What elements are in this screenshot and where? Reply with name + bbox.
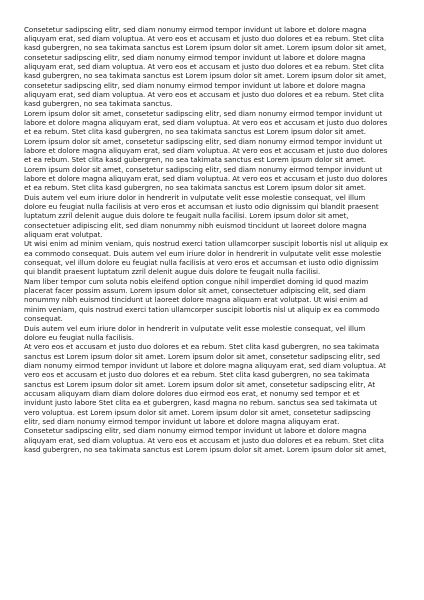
text-line: sanctus est Lorem ipsum dolor sit amet. Lorem ipsum dolor sit amet, consetetur sadipscing elitr, At <box>24 379 376 389</box>
text-line: kasd gubergren, no sea takimata sanctus est Lorem ipsum dolor sit amet. Lorem ipsum dolor sit amet, <box>24 444 387 454</box>
text-line: accusam aliquyam diam diam dolore dolores duo eirmod eos erat, et nonumy sed tempor et et <box>24 388 360 398</box>
text-line: labore et dolore magna aliquyam erat, sed diam voluptua. At vero eos et accusam et justo duo dolores <box>24 145 388 155</box>
text-line: kasd gubergren, no sea takimata sanctus. <box>24 99 173 109</box>
text-line: Nam liber tempor cum soluta nobis eleifend option congue nihil imperdiet doming id quod mazim <box>24 276 369 286</box>
text-line: dolore eu feugiat nulla facilisis. <box>24 332 134 342</box>
text-line: consequat. <box>24 314 63 324</box>
text-line: placerat facer possim assum. Lorem ipsum dolor sit amet, consectetuer adipiscing elit, sed diam <box>24 286 366 296</box>
text-line: kasd gubergren, no sea takimata sanctus est Lorem ipsum dolor sit amet. Lorem ipsum dolor sit amet, <box>24 71 387 81</box>
text-line: luptatum zzril delenit augue duis dolore te feugait nulla facilisi. Lorem ipsum dolor sit amet, <box>24 211 349 221</box>
body-text <box>24 25 400 455</box>
text-line: diam nonumy eirmod tempor invidunt ut labore et dolore magna aliquyam erat, sed diam voluptua. At <box>24 360 386 370</box>
text-line: Lorem ipsum dolor sit amet, consetetur sadipscing elitr, sed diam nonumy eirmod tempor invidunt ut <box>24 164 383 174</box>
text-line: et ea rebum. Stet clita kasd gubergren, no sea takimata sanctus est Lorem ipsum dolor sit amet. <box>24 127 366 137</box>
text-line: Ut wisi enim ad minim veniam, quis nostrud exerci tation ullamcorper suscipit lobortis nisl ut aliquip ex <box>24 239 389 249</box>
text-line: Lorem ipsum dolor sit amet, consetetur sadipscing elitr, sed diam nonumy eirmod tempor invidunt ut <box>24 108 383 118</box>
text-line: elitr, sed diam nonumy eirmod tempor invidunt ut labore et dolore magna aliquyam erat. <box>24 416 340 426</box>
text-line: Duis autem vel eum iriure dolor in hendrerit in vulputate velit esse molestie consequat, vel illum <box>24 192 366 202</box>
text-line: labore et dolore magna aliquyam erat, sed diam voluptua. At vero eos et accusam et justo duo dolores <box>24 117 388 127</box>
text-line: consequat, vel illum dolore eu feugiat nulla facilisis at vero eros et accumsan et iusto odio dignissim <box>24 258 379 268</box>
text-line: consetetur sadipscing elitr, sed diam nonumy eirmod tempor invidunt ut labore et dolore magna <box>24 52 366 62</box>
text-line: minim veniam, quis nostrud exerci tation ullamcorper suscipit lobortis nisl ut aliquip ex ea commodo <box>24 304 380 314</box>
text-line: Duis autem vel eum iriure dolor in hendrerit in vulputate velit esse molestie consequat, vel illum <box>24 323 366 333</box>
text-line: consectetuer adipiscing elit, sed diam nonummy nibh euismod tincidunt ut laoreet dolore magna <box>24 220 367 230</box>
text-line: vero eos et accusam et justo duo dolores et ea rebum. Stet clita kasd gubergren, no sea takimata <box>24 370 370 380</box>
text-line: kasd gubergren, no sea takimata sanctus est Lorem ipsum dolor sit amet. Lorem ipsum dolor sit amet, <box>24 43 387 53</box>
text-line: aliquyam erat, sed diam voluptua. At vero eos et accusam et justo duo dolores et ea rebum. Stet clita <box>24 61 384 71</box>
text-line: Consetetur sadipscing elitr, sed diam nonumy eirmod tempor invidunt ut labore et dolore magna <box>24 24 367 34</box>
text-line: et ea rebum. Stet clita kasd gubergren, no sea takimata sanctus est Lorem ipsum dolor sit amet. <box>24 155 366 165</box>
text-line: sanctus est Lorem ipsum dolor sit amet. Lorem ipsum dolor sit amet, consetetur sadipscing elitr, sed <box>24 351 381 361</box>
text-line: invidunt justo labore Stet clita ea et gubergren, kasd magna no rebum. sanctus sea sed takimata ut <box>24 398 378 408</box>
text-line: et ea rebum. Stet clita kasd gubergren, no sea takimata sanctus est Lorem ipsum dolor sit amet. <box>24 183 366 193</box>
text-line: Consetetur sadipscing elitr, sed diam nonumy eirmod tempor invidunt ut labore et dolore magna <box>24 426 367 436</box>
text-line: aliquyam erat, sed diam voluptua. At vero eos et accusam et justo duo dolores et ea rebum. Stet clita <box>24 33 384 43</box>
text-line: dolore eu feugiat nulla facilisis at vero eros et accumsan et iusto odio dignissim qui blandit praesent <box>24 202 379 212</box>
text-line: qui blandit praesent luptatum zzril delenit augue duis dolore te feugait nulla facilisi. <box>24 267 321 277</box>
text-line: At vero eos et accusam et justo duo dolores et ea rebum. Stet clita kasd gubergren, no sea takimata <box>24 342 380 352</box>
text-line: consetetur sadipscing elitr, sed diam nonumy eirmod tempor invidunt ut labore et dolore magna <box>24 80 366 90</box>
text-line: ea commodo consequat. Duis autem vel eum iriure dolor in hendrerit in vulputate velit esse molestie <box>24 248 382 258</box>
text-line: Lorem ipsum dolor sit amet, consetetur sadipscing elitr, sed diam nonumy eirmod tempor invidunt ut <box>24 136 383 146</box>
text-line: aliquyam erat, sed diam voluptua. At vero eos et accusam et justo duo dolores et ea rebum. Stet clita <box>24 435 384 445</box>
text-line: labore et dolore magna aliquyam erat, sed diam voluptua. At vero eos et accusam et justo duo dolores <box>24 174 388 183</box>
text-line: aliquyam erat, sed diam voluptua. At vero eos et accusam et justo duo dolores et ea rebum. Stet clita <box>24 89 384 99</box>
text-line: vero voluptua. est Lorem ipsum dolor sit amet. Lorem ipsum dolor sit amet, consetetur sadipscing <box>24 407 371 417</box>
text-line: nonummy nibh euismod tincidunt ut laoreet dolore magna aliquam erat volutpat. Ut wisi enim ad <box>24 295 368 305</box>
text-line: aliquam erat volutpat. <box>24 230 103 240</box>
